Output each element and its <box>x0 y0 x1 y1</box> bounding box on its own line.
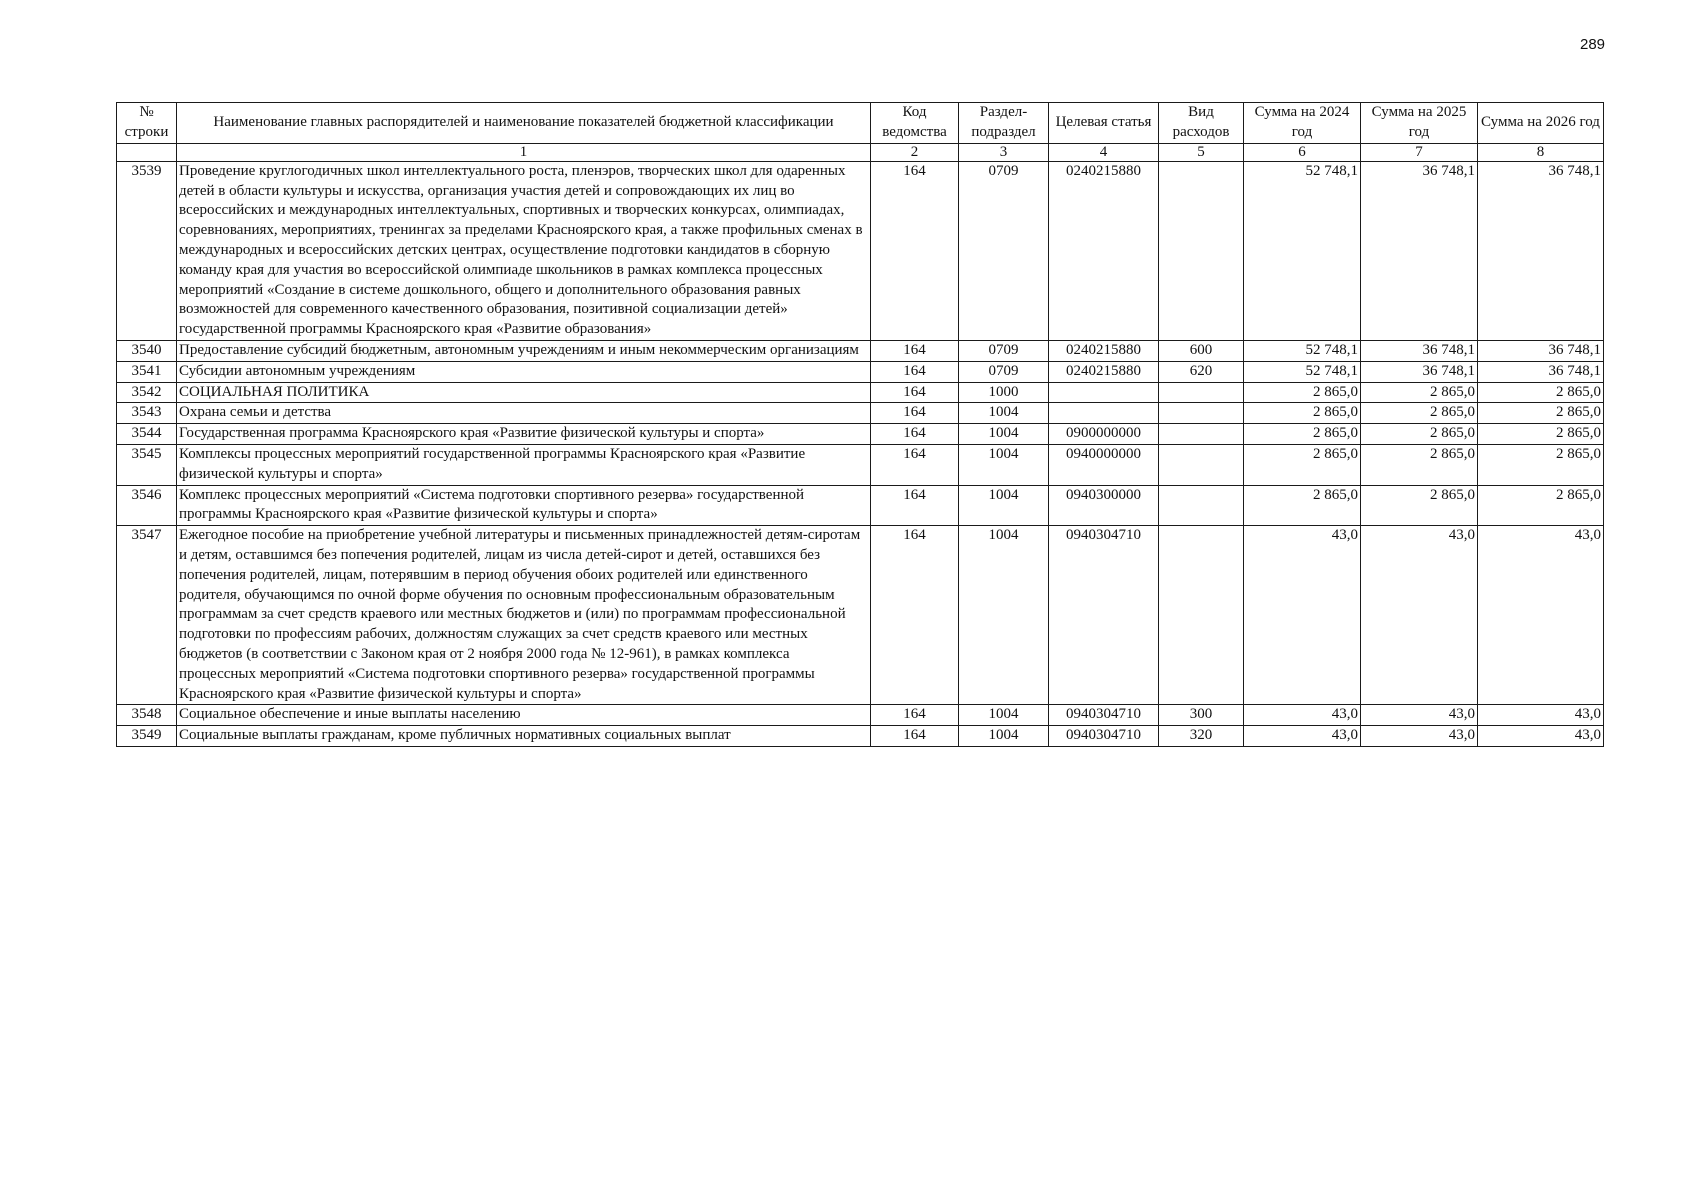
row-sum-2025: 2 865,0 <box>1361 382 1478 403</box>
row-expense-type: 320 <box>1159 726 1244 747</box>
row-number: 3545 <box>117 445 177 486</box>
table-row <box>117 361 1604 382</box>
table-row <box>117 445 1604 486</box>
header-section: Раздел-подраздел <box>959 103 1049 144</box>
row-section: 1004 <box>959 445 1049 486</box>
row-expense-type <box>1159 526 1244 705</box>
row-sum-2024: 2 865,0 <box>1244 445 1361 486</box>
header-sum-2026: Сумма на 2026 год <box>1478 103 1604 144</box>
row-sum-2025: 2 865,0 <box>1361 403 1478 424</box>
row-sum-2024: 2 865,0 <box>1244 485 1361 526</box>
row-sum-2025: 2 865,0 <box>1361 485 1478 526</box>
column-number: 4 <box>1049 143 1159 161</box>
row-sum-2026: 2 865,0 <box>1478 403 1604 424</box>
row-dept-code: 164 <box>871 424 959 445</box>
row-sum-2026: 36 748,1 <box>1478 341 1604 362</box>
table-row <box>117 403 1604 424</box>
row-expense-type <box>1159 424 1244 445</box>
row-dept-code: 164 <box>871 341 959 362</box>
row-target: 0940300000 <box>1049 485 1159 526</box>
row-sum-2024: 43,0 <box>1244 526 1361 705</box>
row-target: 0940304710 <box>1049 705 1159 726</box>
row-expense-type <box>1159 161 1244 340</box>
row-dept-code: 164 <box>871 361 959 382</box>
row-sum-2026: 36 748,1 <box>1478 161 1604 340</box>
row-name: Социальные выплаты гражданам, кроме публичных нормативных социальных выплат <box>177 726 871 747</box>
row-number: 3539 <box>117 161 177 340</box>
row-dept-code: 164 <box>871 445 959 486</box>
row-sum-2024: 52 748,1 <box>1244 341 1361 362</box>
row-sum-2025: 2 865,0 <box>1361 445 1478 486</box>
row-sum-2025: 36 748,1 <box>1361 361 1478 382</box>
table-row <box>117 705 1604 726</box>
row-sum-2025: 43,0 <box>1361 726 1478 747</box>
row-sum-2025: 36 748,1 <box>1361 161 1478 340</box>
table-row <box>117 526 1604 705</box>
column-number: 6 <box>1244 143 1361 161</box>
row-dept-code: 164 <box>871 382 959 403</box>
header-name: Наименование главных распорядителей и наименование показателей бюджетной классификации <box>177 103 871 144</box>
row-number: 3549 <box>117 726 177 747</box>
row-sum-2025: 2 865,0 <box>1361 424 1478 445</box>
row-target: 0240215880 <box>1049 161 1159 340</box>
row-target <box>1049 382 1159 403</box>
row-sum-2026: 2 865,0 <box>1478 382 1604 403</box>
column-number: 2 <box>871 143 959 161</box>
row-expense-type: 620 <box>1159 361 1244 382</box>
row-name: Государственная программа Красноярского края «Развитие физической культуры и спорта» <box>177 424 871 445</box>
row-expense-type <box>1159 445 1244 486</box>
row-expense-type: 600 <box>1159 341 1244 362</box>
row-number: 3548 <box>117 705 177 726</box>
row-number: 3542 <box>117 382 177 403</box>
table-row <box>117 161 1604 340</box>
row-section: 1000 <box>959 382 1049 403</box>
header-expense-type: Вид расходов <box>1159 103 1244 144</box>
row-sum-2026: 2 865,0 <box>1478 424 1604 445</box>
row-sum-2025: 43,0 <box>1361 705 1478 726</box>
row-expense-type <box>1159 485 1244 526</box>
header-target: Целевая статья <box>1049 103 1159 144</box>
row-dept-code: 164 <box>871 526 959 705</box>
row-dept-code: 164 <box>871 726 959 747</box>
row-sum-2025: 43,0 <box>1361 526 1478 705</box>
table-row <box>117 382 1604 403</box>
row-target: 0900000000 <box>1049 424 1159 445</box>
row-section: 1004 <box>959 726 1049 747</box>
table-row <box>117 485 1604 526</box>
row-section: 1004 <box>959 485 1049 526</box>
row-dept-code: 164 <box>871 403 959 424</box>
row-number: 3543 <box>117 403 177 424</box>
row-name: Комплекс процессных мероприятий «Система подготовки спортивного резерва» государственной программы Красноярского края «Развитие физической культуры и спорта» <box>177 485 871 526</box>
row-expense-type: 300 <box>1159 705 1244 726</box>
row-dept-code: 164 <box>871 705 959 726</box>
header-row-no: № строки <box>117 103 177 144</box>
row-target: 0940000000 <box>1049 445 1159 486</box>
row-number: 3541 <box>117 361 177 382</box>
row-section: 0709 <box>959 361 1049 382</box>
column-number: 3 <box>959 143 1049 161</box>
row-target <box>1049 403 1159 424</box>
row-section: 1004 <box>959 705 1049 726</box>
row-name: Социальное обеспечение и иные выплаты населению <box>177 705 871 726</box>
column-number-empty <box>117 143 177 161</box>
row-sum-2024: 52 748,1 <box>1244 161 1361 340</box>
header-sum-2024: Сумма на 2024 год <box>1244 103 1361 144</box>
row-dept-code: 164 <box>871 161 959 340</box>
row-sum-2026: 2 865,0 <box>1478 445 1604 486</box>
row-sum-2024: 2 865,0 <box>1244 382 1361 403</box>
row-section: 0709 <box>959 341 1049 362</box>
row-sum-2026: 43,0 <box>1478 526 1604 705</box>
row-sum-2026: 43,0 <box>1478 726 1604 747</box>
row-name: СОЦИАЛЬНАЯ ПОЛИТИКА <box>177 382 871 403</box>
row-dept-code: 164 <box>871 485 959 526</box>
row-section: 1004 <box>959 403 1049 424</box>
row-name: Субсидии автономным учреждениям <box>177 361 871 382</box>
column-number: 8 <box>1478 143 1604 161</box>
row-section: 0709 <box>959 161 1049 340</box>
row-number: 3540 <box>117 341 177 362</box>
row-expense-type <box>1159 403 1244 424</box>
row-name: Проведение круглогодичных школ интеллектуального роста, пленэров, творческих школ для одаренных детей в области культуры и искусства, организация участия детей и сопровождающих их лиц во всероссийских и международных интеллектуальных, спортивных и творческих конкурсах, олимпиадах, соревнованиях, мероприятиях, тренингах за пределами Красноярского края, а также профильных сменах в международных и всероссийских детских центрах, осуществление подготовки кандидатов в сборную команду края для участия во всероссийской олимпиаде школьников в рамках комплекса процессных мероприятий «Создание в системе дошкольного, общего и дополнительного образования равных возможностей для современного качественного образования, позитивной социализации детей» государственной программы Красноярского края «Развитие образования» <box>177 161 871 340</box>
table-row <box>117 424 1604 445</box>
row-sum-2024: 2 865,0 <box>1244 424 1361 445</box>
column-numbers-row <box>117 143 1604 161</box>
row-number: 3544 <box>117 424 177 445</box>
row-expense-type <box>1159 382 1244 403</box>
column-number: 5 <box>1159 143 1244 161</box>
row-sum-2026: 36 748,1 <box>1478 361 1604 382</box>
row-sum-2024: 43,0 <box>1244 726 1361 747</box>
column-number: 7 <box>1361 143 1478 161</box>
row-target: 0240215880 <box>1049 361 1159 382</box>
table-row <box>117 726 1604 747</box>
budget-table <box>116 102 1604 747</box>
row-section: 1004 <box>959 424 1049 445</box>
column-number: 1 <box>177 143 871 161</box>
row-target: 0940304710 <box>1049 526 1159 705</box>
row-name: Охрана семьи и детства <box>177 403 871 424</box>
row-number: 3546 <box>117 485 177 526</box>
header-sum-2025: Сумма на 2025 год <box>1361 103 1478 144</box>
row-sum-2025: 36 748,1 <box>1361 341 1478 362</box>
row-sum-2024: 43,0 <box>1244 705 1361 726</box>
row-sum-2026: 43,0 <box>1478 705 1604 726</box>
row-number: 3547 <box>117 526 177 705</box>
row-sum-2026: 2 865,0 <box>1478 485 1604 526</box>
row-target: 0940304710 <box>1049 726 1159 747</box>
row-name: Ежегодное пособие на приобретение учебной литературы и письменных принадлежностей детям-сиротам и детям, оставшимся без попечения родителей, лицам из числа детей-сирот и детей, оставшихся без попечения родителей, лицам, потерявшим в период обучения обоих родителей или единственного родителя, обучающимся по очной форме обучения по основным профессиональным образовательным программам за счет средств краевого или местных бюджетов и (или) по программам профессиональной подготовки по профессиям рабочих, должностям служащих за счет средств краевого или местных бюджетов (в соответствии с Законом края от 2 ноября 2000 года № 12-961), в рамках комплекса процессных мероприятий «Система подготовки спортивного резерва» государственной программы Красноярского края «Развитие физической культуры и спорта» <box>177 526 871 705</box>
table-row <box>117 341 1604 362</box>
row-sum-2024: 52 748,1 <box>1244 361 1361 382</box>
row-name: Предоставление субсидий бюджетным, автономным учреждениям и иным некоммерческим организациям <box>177 341 871 362</box>
row-sum-2024: 2 865,0 <box>1244 403 1361 424</box>
header-dept-code: Код ведомства <box>871 103 959 144</box>
row-target: 0240215880 <box>1049 341 1159 362</box>
row-name: Комплексы процессных мероприятий государственной программы Красноярского края «Развитие физической культуры и спорта» <box>177 445 871 486</box>
row-section: 1004 <box>959 526 1049 705</box>
page-number: 289 <box>1580 36 1606 53</box>
table-header-row <box>117 103 1604 144</box>
